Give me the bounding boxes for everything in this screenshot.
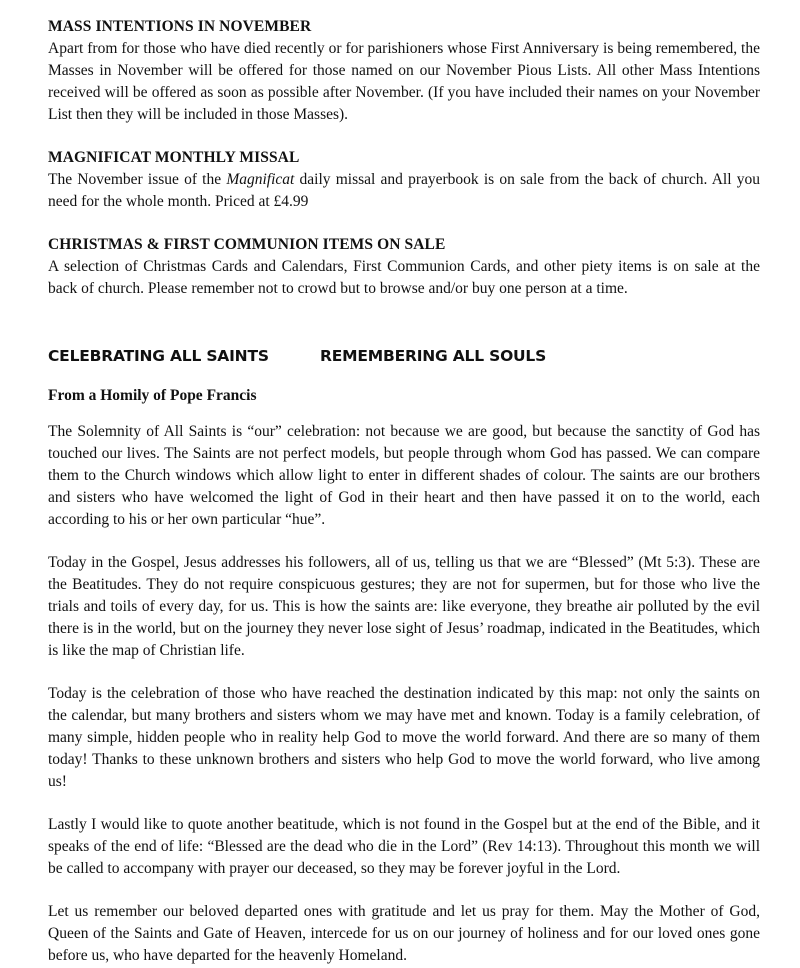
spacer <box>48 662 760 683</box>
feature-article <box>48 345 760 967</box>
publication-title: Magnificat <box>226 171 295 188</box>
notice-body: Apart from for those who have died recently or for parishioners whose First Anniversary is being remembered, the Masses in November will be offered for those named on our November Pious Lists. All other Mass Intentions received will be offered as soon as possible after November. (If you have included their names on your November List then they will be included in those Masses). <box>48 40 760 123</box>
spacer <box>48 880 760 901</box>
spacer <box>48 126 760 147</box>
spacer <box>48 300 760 345</box>
feature-paragraph: Today is the celebration of those who have reached the destination indicated by this map: not only the saints on the calendar, but many brothers and sisters whom we may have met and known. Today is a family celebration, of many simple, hidden people who in reality help God to move the world forward. And there are so many of them today! Thanks to these unknown brothers and sisters who help God to move the world forward, who live among us! <box>48 685 760 790</box>
notice-title: MASS INTENTIONS IN NOVEMBER <box>48 18 312 35</box>
feature-heading-saints: CELEBRATING ALL SAINTS <box>48 347 269 365</box>
feature-subheading: From a Homily of Pope Francis <box>48 387 257 404</box>
notice-body-part: daily missal and prayerbook is on sale from the back of church. All you need for the whole month. Priced at £4.99 <box>48 171 760 210</box>
feature-paragraph: Today in the Gospel, Jesus addresses his followers, all of us, telling us that we are “Blessed” (Mt 5:3). These are the Beatitudes. They do not require conspicuous gestures; they are not for supermen, but for those who live the trials and toils of every day, for us. This is how the saints are: like everyone, they breathe air polluted by the evil there is in the world, but on the journey they never lose sight of Jesus’ roadmap, indicated in the Beatitudes, which is like the map of Christian life. <box>48 554 760 659</box>
feature-headings <box>48 345 760 367</box>
feature-heading-souls: REMEMBERING ALL SOULS <box>320 347 547 365</box>
feature-paragraph: Let us remember our beloved departed ones with gratitude and let us pray for them. May the Mother of God, Queen of the Saints and Gate of Heaven, intercede for us on our journey of holiness and for our loved ones gone before us, who have departed for the heavenly Homeland. <box>48 903 760 964</box>
feature-paragraph: The Solemnity of All Saints is “our” celebration: not because we are good, but because the sanctity of God has touched our lives. The Saints are not perfect models, but people through whom God has passed. We can compare them to the Church windows which allow light to enter in different shades of colour. The saints are our brothers and sisters who have welcomed the light of God in their heart and then have passed it on to the world, each according to his or her own particular “hue”. <box>48 423 760 528</box>
spacer <box>48 793 760 814</box>
notice-magnificat <box>48 147 760 213</box>
notice-title: CHRISTMAS & FIRST COMMUNION ITEMS ON SALE <box>48 236 446 253</box>
spacer <box>48 531 760 552</box>
notice-body: A selection of Christmas Cards and Calendars, First Communion Cards, and other piety items is on sale at the back of church. Please remember not to crowd but to browse and/or buy one person at a time. <box>48 258 760 297</box>
feature-paragraph: Lastly I would like to quote another beatitude, which is not found in the Gospel but at the end of the Bible, and it speaks of the end of life: “Blessed are the dead who die in the Lord” (Rev 14:13). Throughout this month we will be called to accompany with prayer our deceased, so they may be forever joyful in the Lord. <box>48 816 760 877</box>
notice-mass-intentions <box>48 16 760 126</box>
spacer <box>48 213 760 234</box>
notice-body-part: The November issue of the <box>48 171 227 188</box>
notice-christmas-items <box>48 234 760 300</box>
notice-body <box>48 169 760 213</box>
notice-title: MAGNIFICAT MONTHLY MISSAL <box>48 149 300 166</box>
